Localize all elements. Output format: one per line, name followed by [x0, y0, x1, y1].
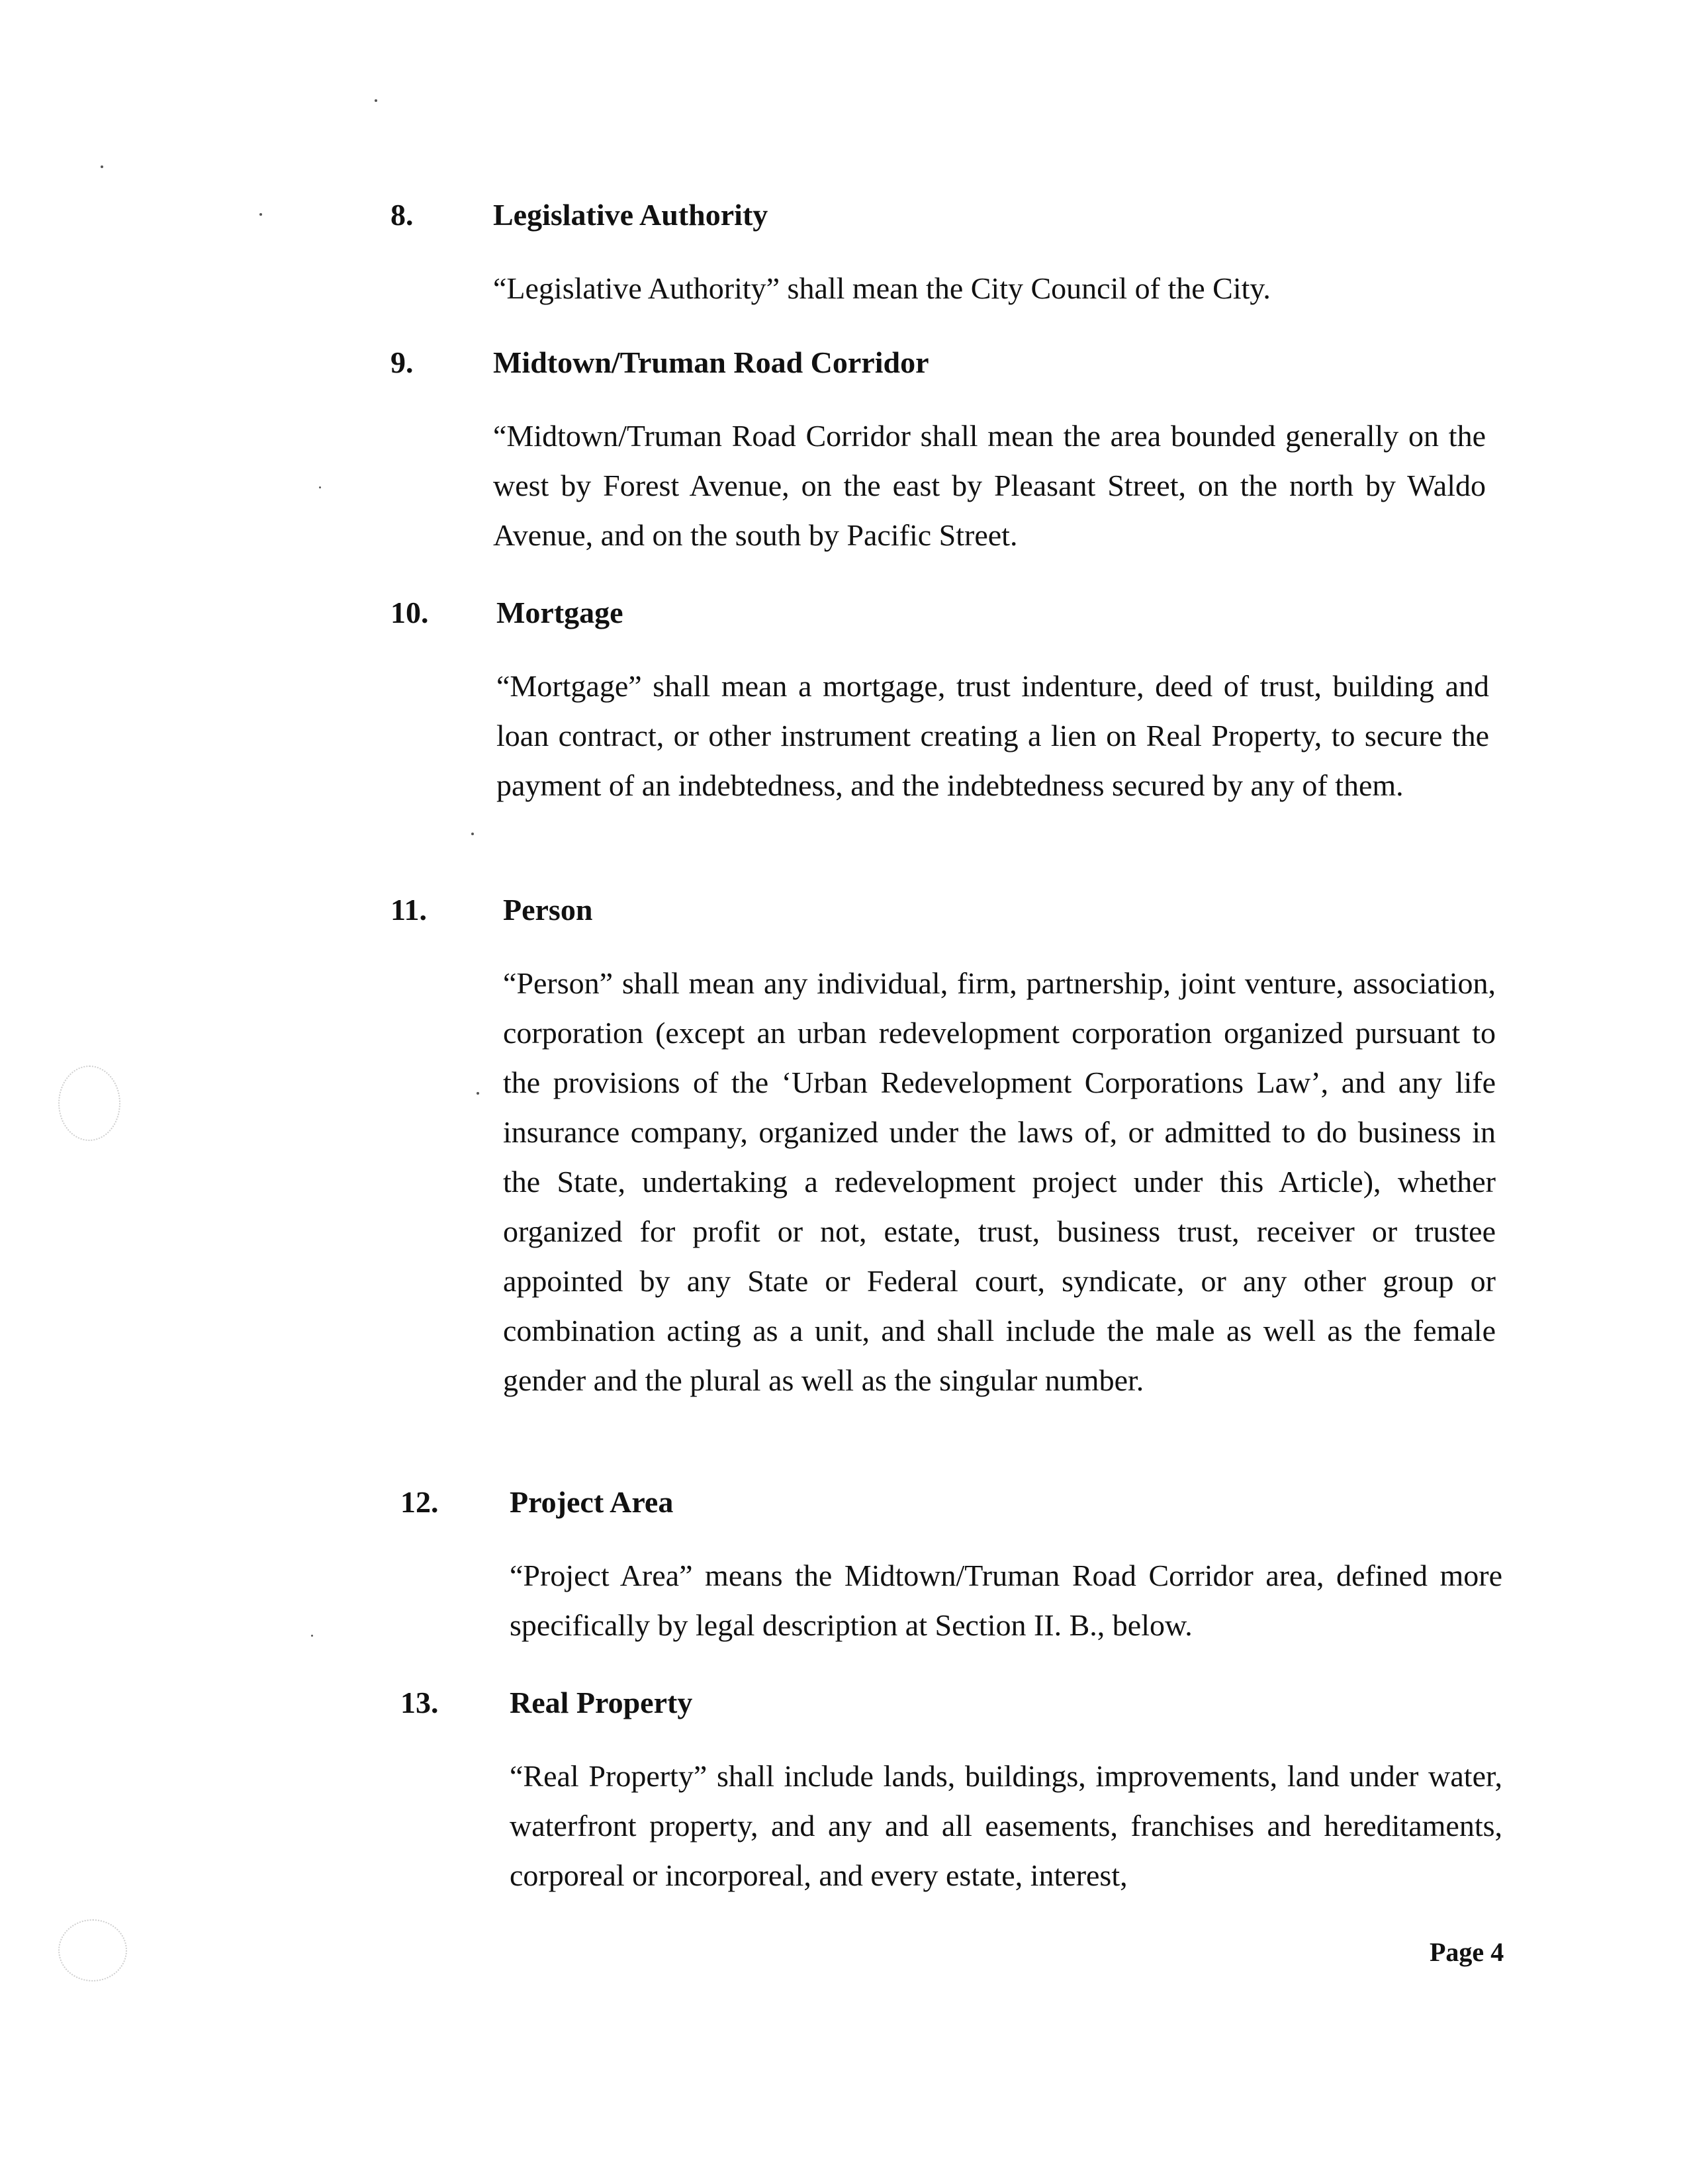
section-body: “Legislative Authority” shall mean the City Council of the City. [493, 271, 1271, 305]
punch-hole-mark [58, 1066, 120, 1141]
section-title: Real Property [510, 1686, 693, 1719]
section-number: 10. [390, 596, 429, 629]
section-body: “Project Area” means the Midtown/Truman Road Corridor area, defined more specifically by legal description at Section II. B., below. [510, 1559, 1502, 1642]
section-title: Person [503, 893, 593, 927]
scan-speck [375, 99, 377, 102]
section-body: “Mortgage” shall mean a mortgage, trust indenture, deed of trust, building and loan contract, or other instrument creating a lien on Real Property, to secure the payment of an indebtedness, and the indebtedness secured by any of them. [496, 669, 1489, 802]
scan-speck [319, 486, 321, 488]
punch-hole-mark [58, 1919, 127, 1981]
section-number: 12. [400, 1485, 439, 1519]
scan-speck [259, 213, 262, 216]
section-number: 11. [390, 893, 427, 927]
scan-speck [311, 1635, 313, 1637]
section-title: Midtown/Truman Road Corridor [493, 345, 929, 379]
section-title: Mortgage [496, 596, 623, 629]
section-number: 13. [400, 1686, 439, 1719]
section-body: “Midtown/Truman Road Corridor shall mean the area bounded generally on the west by Forest Avenue, on the east by Pleasant Street, on the north by Waldo Avenue, and on the south by Pacific Street. [493, 419, 1486, 552]
scan-speck [477, 1092, 479, 1095]
section-number: 8. [390, 198, 414, 232]
page-number: Page 4 [1430, 1937, 1504, 1967]
section-title: Project Area [510, 1485, 674, 1519]
section-title: Legislative Authority [493, 198, 768, 232]
scan-speck [471, 833, 474, 835]
section-body: “Real Property” shall include lands, buildings, improvements, land under water, waterfront property, and any and all easements, franchises and hereditaments, corporeal or incorporeal, and every estate, interest, [510, 1759, 1502, 1892]
section-body: “Person” shall mean any individual, firm, partnership, joint venture, association, corporation (except an urban redevelopment corporation organized pursuant to the provisions of the ‘Urban Redevelopment Corporations Law’, and any life insurance company, organized under the laws of, or admitted to do business in the State, undertaking a redevelopment project under this Article), whether organized for profit or not, estate, trust, business trust, receiver or trustee appointed by any State or Federal court, syndicate, or any other group or combination acting as a unit, and shall include the male as well as the female gender and the plural as well as the singular number. [503, 966, 1496, 1397]
scan-speck [101, 165, 103, 168]
section-number: 9. [390, 345, 414, 379]
